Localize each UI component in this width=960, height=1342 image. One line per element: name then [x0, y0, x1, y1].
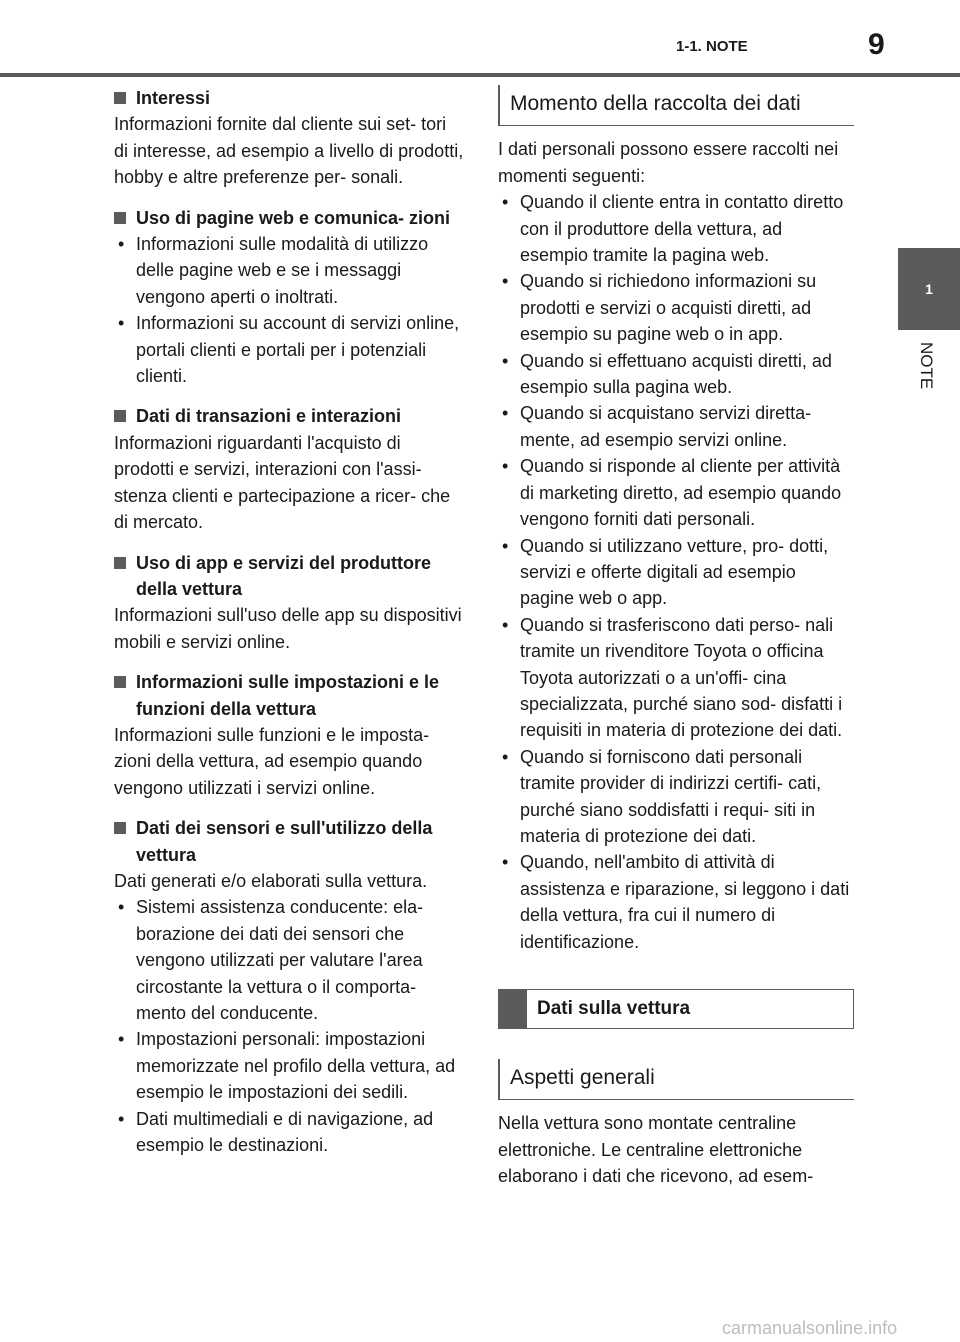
list-item: • Quando il cliente entra in contatto diretto con il produttore della vettura, ad esempio tramite la pagina web. — [502, 192, 844, 266]
page-number: 9 — [868, 28, 885, 61]
section-heading: Dati dei sensori e sull'utilizzo della vettura — [114, 815, 464, 868]
section-heading: Uso di pagine web e comunica- zioni — [114, 205, 464, 231]
list-item: • Impostazioni personali: impostazioni memorizzate nel profilo della vettura, ad esempio le impostazioni dei sedili. — [118, 1029, 456, 1103]
chapter-label: NOTE — [917, 342, 936, 390]
paragraph: Nella vettura sono montate centraline elettroniche. Le centraline elettroniche elaborano i dati che ricevono, ad esem- — [498, 1113, 814, 1187]
list-item: • Quando si forniscono dati personali tramite provider di indirizzi certifi- cati, purché siano soddisfatti i requi- siti in materia di protezione dei dati. — [502, 746, 822, 846]
square-bullet-icon — [114, 557, 126, 569]
section-title-box — [498, 989, 854, 1029]
list-item: • Quando, nell'ambito di attività di assistenza e riparazione, si leggono i dati della vettura, fra cui il numero di identificazione. — [502, 852, 850, 952]
section-title: Dati sulla vettura — [537, 998, 691, 1019]
list-item: • Quando si utilizzano vetture, pro- dotti, servizi e offerte digitali ad esempio pagine web o app. — [502, 535, 829, 609]
paragraph: Informazioni sull'uso delle app su dispositivi mobili e servizi online. — [114, 605, 462, 652]
square-bullet-icon — [114, 212, 126, 224]
square-bullet-icon — [114, 410, 126, 422]
list-item: • Dati multimediali e di navigazione, ad esempio le destinazioni. — [118, 1108, 434, 1156]
list-item: • Informazioni su account di servizi online, portali clienti e portali per i potenziali clienti. — [118, 313, 460, 387]
running-header: 1-1. NOTE — [676, 38, 748, 55]
section-heading: Interessi — [114, 85, 464, 111]
section-heading: Uso di app e servizi del produttore della vettura — [114, 550, 464, 603]
paragraph: Informazioni sulle funzioni e le imposta- zioni della vettura, ad esempio quando vengono utilizzati i servizi online. — [114, 724, 430, 798]
list-item: • Quando si trasferiscono dati perso- nali tramite un rivenditore Toyota o officina Toyota autorizzati o a un'offi- cina specializzata, purché siano sod- disfatti i requisiti in materia di protezione dei dati. — [502, 614, 843, 741]
paragraph: Informazioni riguardanti l'acquisto di prodotti e servizi, interazioni con l'assi- stenza clienti e partecipazione a ricer- che di mercato. — [114, 432, 451, 533]
square-bullet-icon — [114, 92, 126, 104]
list-item: • Informazioni sulle modalità di utilizzo delle pagine web e se i messaggi vengono aperti o inoltrati. — [118, 234, 429, 307]
list-item: • Quando si acquistano servizi diretta- mente, ad esempio servizi online. — [502, 403, 812, 450]
list-item: • Quando si richiedono informazioni su prodotti e servizi o acquisti diretti, ad esempio su pagine web o in app. — [502, 271, 817, 345]
section-heading: Informazioni sulle impostazioni e le funzioni della vettura — [114, 669, 464, 722]
paragraph: I dati personali possono essere raccolti nei momenti seguenti: — [498, 139, 839, 186]
paragraph: Dati generati e/o elaborati sulla vettura. — [114, 870, 428, 891]
header-rule — [0, 73, 960, 77]
list-item: • Sistemi assistenza conducente: ela- borazione dei dati dei sensori che vengono utilizzati per valutare l'area circostante la vettura o il comporta- mento del conducente. — [118, 897, 424, 1023]
paragraph: Informazioni fornite dal cliente sui set- tori di interesse, ad esempio a livello di prodotti, hobby e altre preferenze per- sonali. — [114, 114, 464, 188]
section-marker — [499, 990, 527, 1028]
left-column — [114, 85, 464, 1158]
chapter-tab[interactable]: 1 — [898, 248, 960, 330]
right-column — [498, 85, 854, 1190]
section-heading: Dati di transazioni e interazioni — [114, 403, 464, 429]
list-item: • Quando si effettuano acquisti diretti, ad esempio sulla pagina web. — [502, 350, 832, 398]
subsection-heading: Momento della raccolta dei dati — [498, 85, 854, 126]
square-bullet-icon — [114, 676, 126, 688]
watermark: carmanualsonline.info — [722, 1318, 898, 1338]
subsection-heading: Aspetti generali — [498, 1059, 854, 1100]
list-item: • Quando si risponde al cliente per attività di marketing diretto, ad esempio quando vengono forniti dati personali. — [502, 456, 842, 530]
square-bullet-icon — [114, 822, 126, 834]
